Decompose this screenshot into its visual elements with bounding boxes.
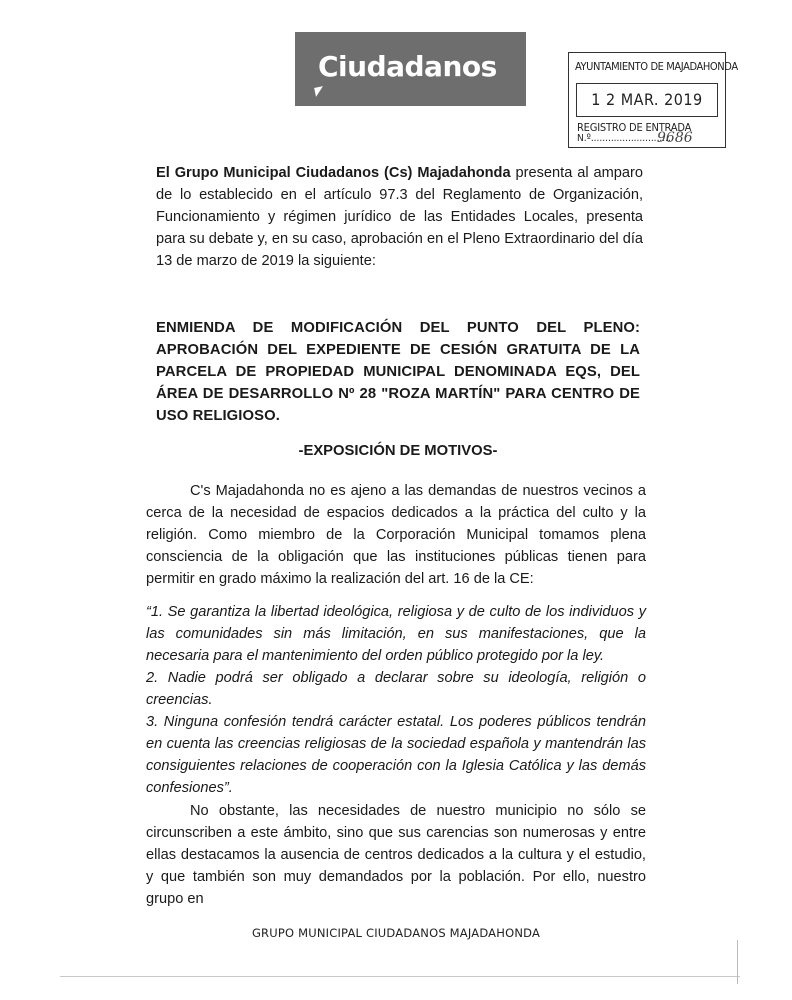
stamp-number-label: N.º: [577, 133, 591, 144]
stamp-number-row: N.º............................: [577, 133, 671, 144]
stamp-date-box: [576, 83, 718, 117]
intro-body: establecido en el artículo 97.3 del Reglamento de Organización, Funcionamiento y régimen jurídico de las Entidades Locales, presenta para su debate y, en su caso, aprobación en el Pleno Extraordinario del día 13 de marzo de 2019 la siguiente:: [156, 187, 643, 269]
logo-flag-icon: [314, 86, 325, 97]
page-footer: GRUPO MUNICIPAL CIUDADANOS MAJADAHONDA: [251, 926, 541, 940]
logo-brand-text: Ciudadanos: [318, 50, 497, 83]
stamp-number-value: 9686: [657, 130, 693, 146]
stamp-date: 1 2 MAR. 2019: [591, 90, 703, 109]
closing-text: No obstante, las necesidades de nuestro municipio no sólo se circunscriben a este ámbito, sino que sus carencias son numerosas y entre ellas destacamos la ausencia de centros dedicados a la cultura y el estudio, y que también son muy demandados por la población. Por ello, nuestro grupo en: [146, 803, 646, 907]
quote-item-3: 3. Ninguna confesión tendrá carácter estatal. Los poderes públicos tendrán en cuenta las creencias religiosas de la sociedad española y mantendrán las consiguientes relaciones de cooperación con la Iglesia Católica y las demás confesiones”.: [146, 714, 646, 796]
registry-stamp: [568, 52, 738, 148]
motivation-text: C's Majadahonda no es ajeno a las demandas de nuestros vecinos a cerca de la necesidad de espacios dedicados a la práctica del culto y la religión. Como miembro de la Corporación Municipal tomamos plena consciencia de la obligación que las instituciones públicas tienen para permitir en grado máximo la realización del art. 16 de la CE:: [146, 483, 646, 587]
stamp-registry-label: REGISTRO DE ENTRADA: [577, 121, 692, 134]
constitution-quote: [146, 601, 646, 799]
quote-item-1: “1. Se garantiza la libertad ideológica, religiosa y de culto de los individuos y las comunidades sin más limitación, en sus manifestaciones, que la necesaria para el mantenimiento del orden público protegido por la ley.: [146, 604, 646, 664]
intro-first-line-rest: presenta al amparo de lo: [156, 165, 643, 203]
amendment-title: ENMIENDA DE MODIFICACIÓN DEL PUNTO DEL PLENO: APROBACIÓN DEL EXPEDIENTE DE CESIÓN GRATUITA DE LA PARCELA DE PROPIEDAD MUNICIPAL DENOMINADA EQS, DEL ÁREA DE DESARROLLO Nº 28 "ROZA MARTÍN" PARA CENTRO DE USO RELIGIOSO.: [156, 320, 640, 424]
ciudadanos-logo: [295, 32, 526, 106]
motivation-paragraph: [146, 480, 646, 590]
scan-edge-line: [737, 940, 738, 984]
intro-paragraph: [156, 162, 643, 272]
section-heading: -EXPOSICIÓN DE MOTIVOS-: [298, 443, 498, 459]
closing-paragraph: [146, 800, 646, 910]
stamp-organization: AYUNTAMIENTO DE MAJADAHONDA: [575, 60, 738, 73]
intro-bold-subject: El Grupo Municipal Ciudadanos (Cs) Majadahonda: [156, 165, 511, 181]
footer-rule: [60, 976, 740, 977]
quote-item-2: 2. Nadie podrá ser obligado a declarar sobre su ideología, religión o creencias.: [146, 670, 646, 708]
